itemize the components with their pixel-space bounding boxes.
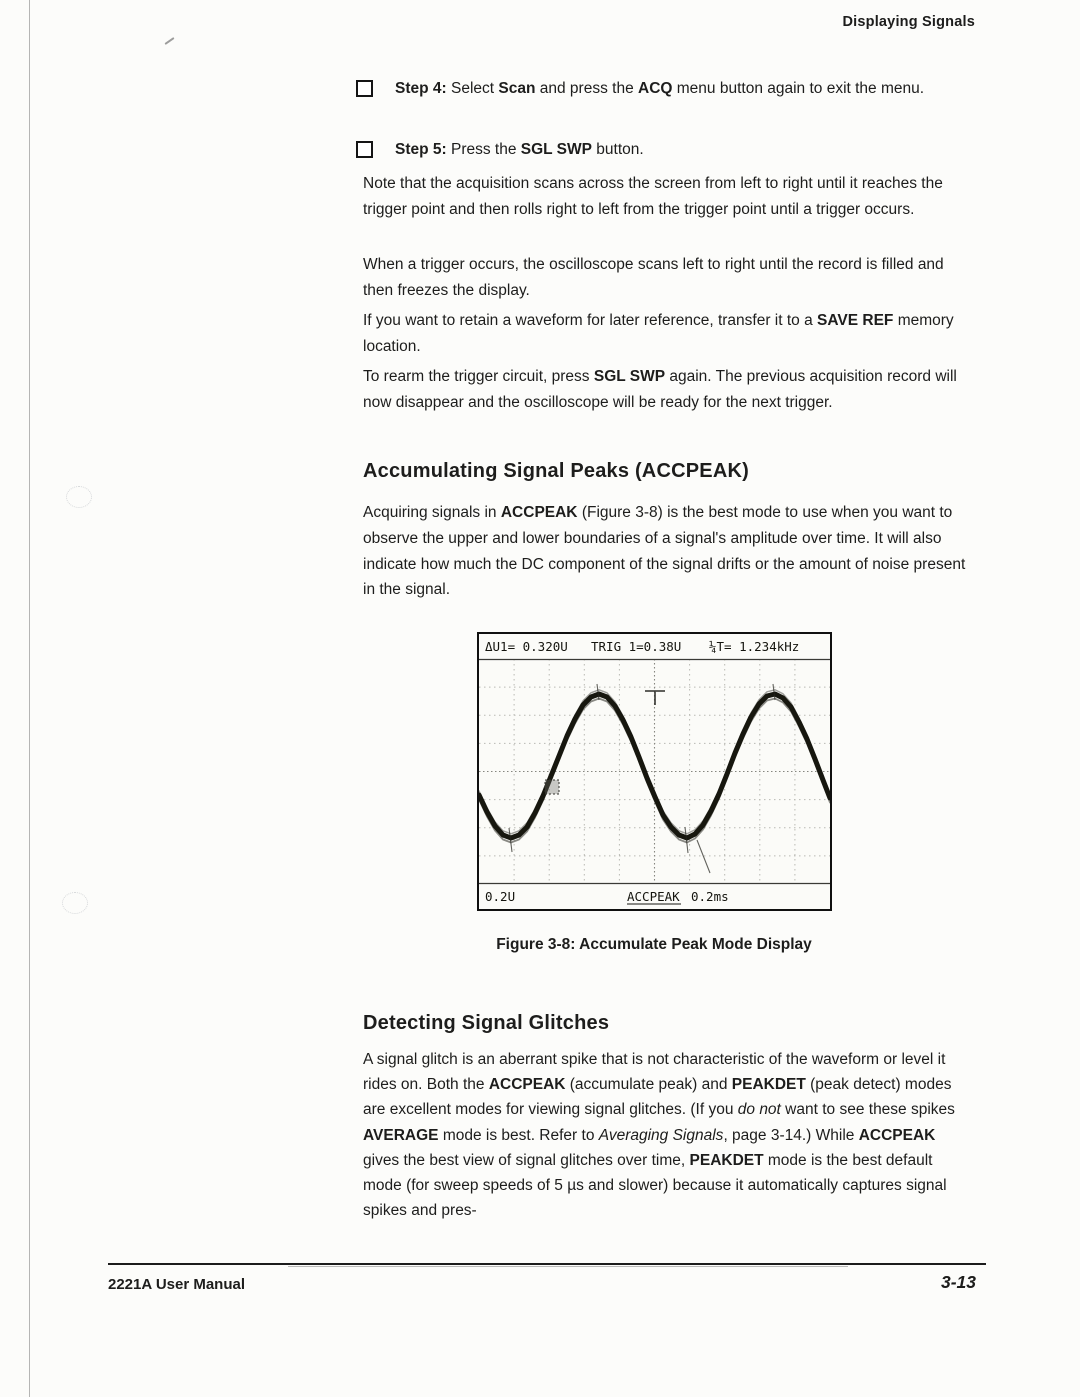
paragraph-glitches: A signal glitch is an aberrant spike that is not characteristic of the waveform or level it rides on. Both the ACCPEAK (accumulate peak) and PEAKDET (peak detect) modes are excellent modes for viewing signal glitches. (If you do not want to see these spikes AVERAGE mode is best. Refer to Averaging Signals, page 3-14.) While ACCPEAK gives the best view of signal glitches over time, PEAKDET mode is the best default mode (for sweep speeds of 5 µs and slower) because it automatically captures signal spikes and pres- bbox=[363, 1051, 955, 1220]
scan-smudge-artifact bbox=[62, 892, 88, 914]
footer-manual-title: 2221A User Manual bbox=[108, 1276, 246, 1293]
readout-trigger-level: TRIG 1=0.38U bbox=[591, 639, 682, 654]
paragraph-rearm-trigger: To rearm the trigger circuit, press SGL SWP again. The previous acquisition record will now disappear and the oscilloscope will be ready for the next trigger. bbox=[363, 368, 957, 411]
step-5-checkbox bbox=[356, 141, 373, 158]
figure-caption: Figure 3-8: Accumulate Peak Mode Display bbox=[496, 936, 812, 953]
step-4-text: Step 4: Select Scan and press the ACQ menu button again to exit the menu. bbox=[395, 80, 925, 97]
readout-delta-volts: ΔU1= 0.320U bbox=[485, 639, 568, 654]
step-5-text: Step 5: Press the SGL SWP button. bbox=[395, 141, 644, 158]
readout-volts-per-div: 0.2U bbox=[485, 889, 516, 904]
pen-mark-artifact bbox=[164, 37, 174, 45]
scan-smudge-artifact bbox=[66, 486, 92, 508]
paragraph-acquisition-scan: Note that the acquisition scans across the screen from left to right until it reaches the trigger point and then rolls right to left from the trigger point until a trigger occurs. bbox=[363, 175, 943, 218]
footer-page-number: 3-13 bbox=[941, 1272, 977, 1292]
paragraph-trigger-occurs: When a trigger occurs, the oscilloscope scans left to right until the record is filled and then freezes the display. bbox=[363, 256, 944, 299]
readout-acq-mode: ACCPEAK bbox=[627, 889, 680, 904]
figure-3-8-scope-display bbox=[477, 632, 832, 911]
footer-rule bbox=[108, 1263, 986, 1265]
running-header: Displaying Signals bbox=[842, 14, 975, 30]
step-5 bbox=[356, 137, 970, 163]
heading-glitches: Detecting Signal Glitches bbox=[363, 1012, 610, 1034]
trigger-point-marker bbox=[645, 691, 665, 705]
heading-accpeak: Accumulating Signal Peaks (ACCPEAK) bbox=[363, 460, 749, 482]
ground-cursor-marker bbox=[545, 780, 559, 794]
scope-screen bbox=[479, 634, 830, 909]
scan-edge-artifact bbox=[29, 0, 30, 1397]
paragraph-save-ref: If you want to retain a waveform for later reference, transfer it to a SAVE REF memory location. bbox=[363, 312, 954, 355]
step-4 bbox=[356, 76, 970, 102]
paragraph-accpeak-intro: Acquiring signals in ACCPEAK (Figure 3-8) is the best mode to use when you want to observe the upper and lower boundaries of a signal's amplitude over time. It will also indicate how much the DC component of the signal drifts or the amount of noise present in the signal. bbox=[363, 504, 966, 599]
readout-time-per-div: 0.2ms bbox=[691, 889, 729, 904]
step-4-checkbox bbox=[356, 80, 373, 97]
readout-frequency: ¼T= 1.234kHz bbox=[709, 639, 800, 654]
